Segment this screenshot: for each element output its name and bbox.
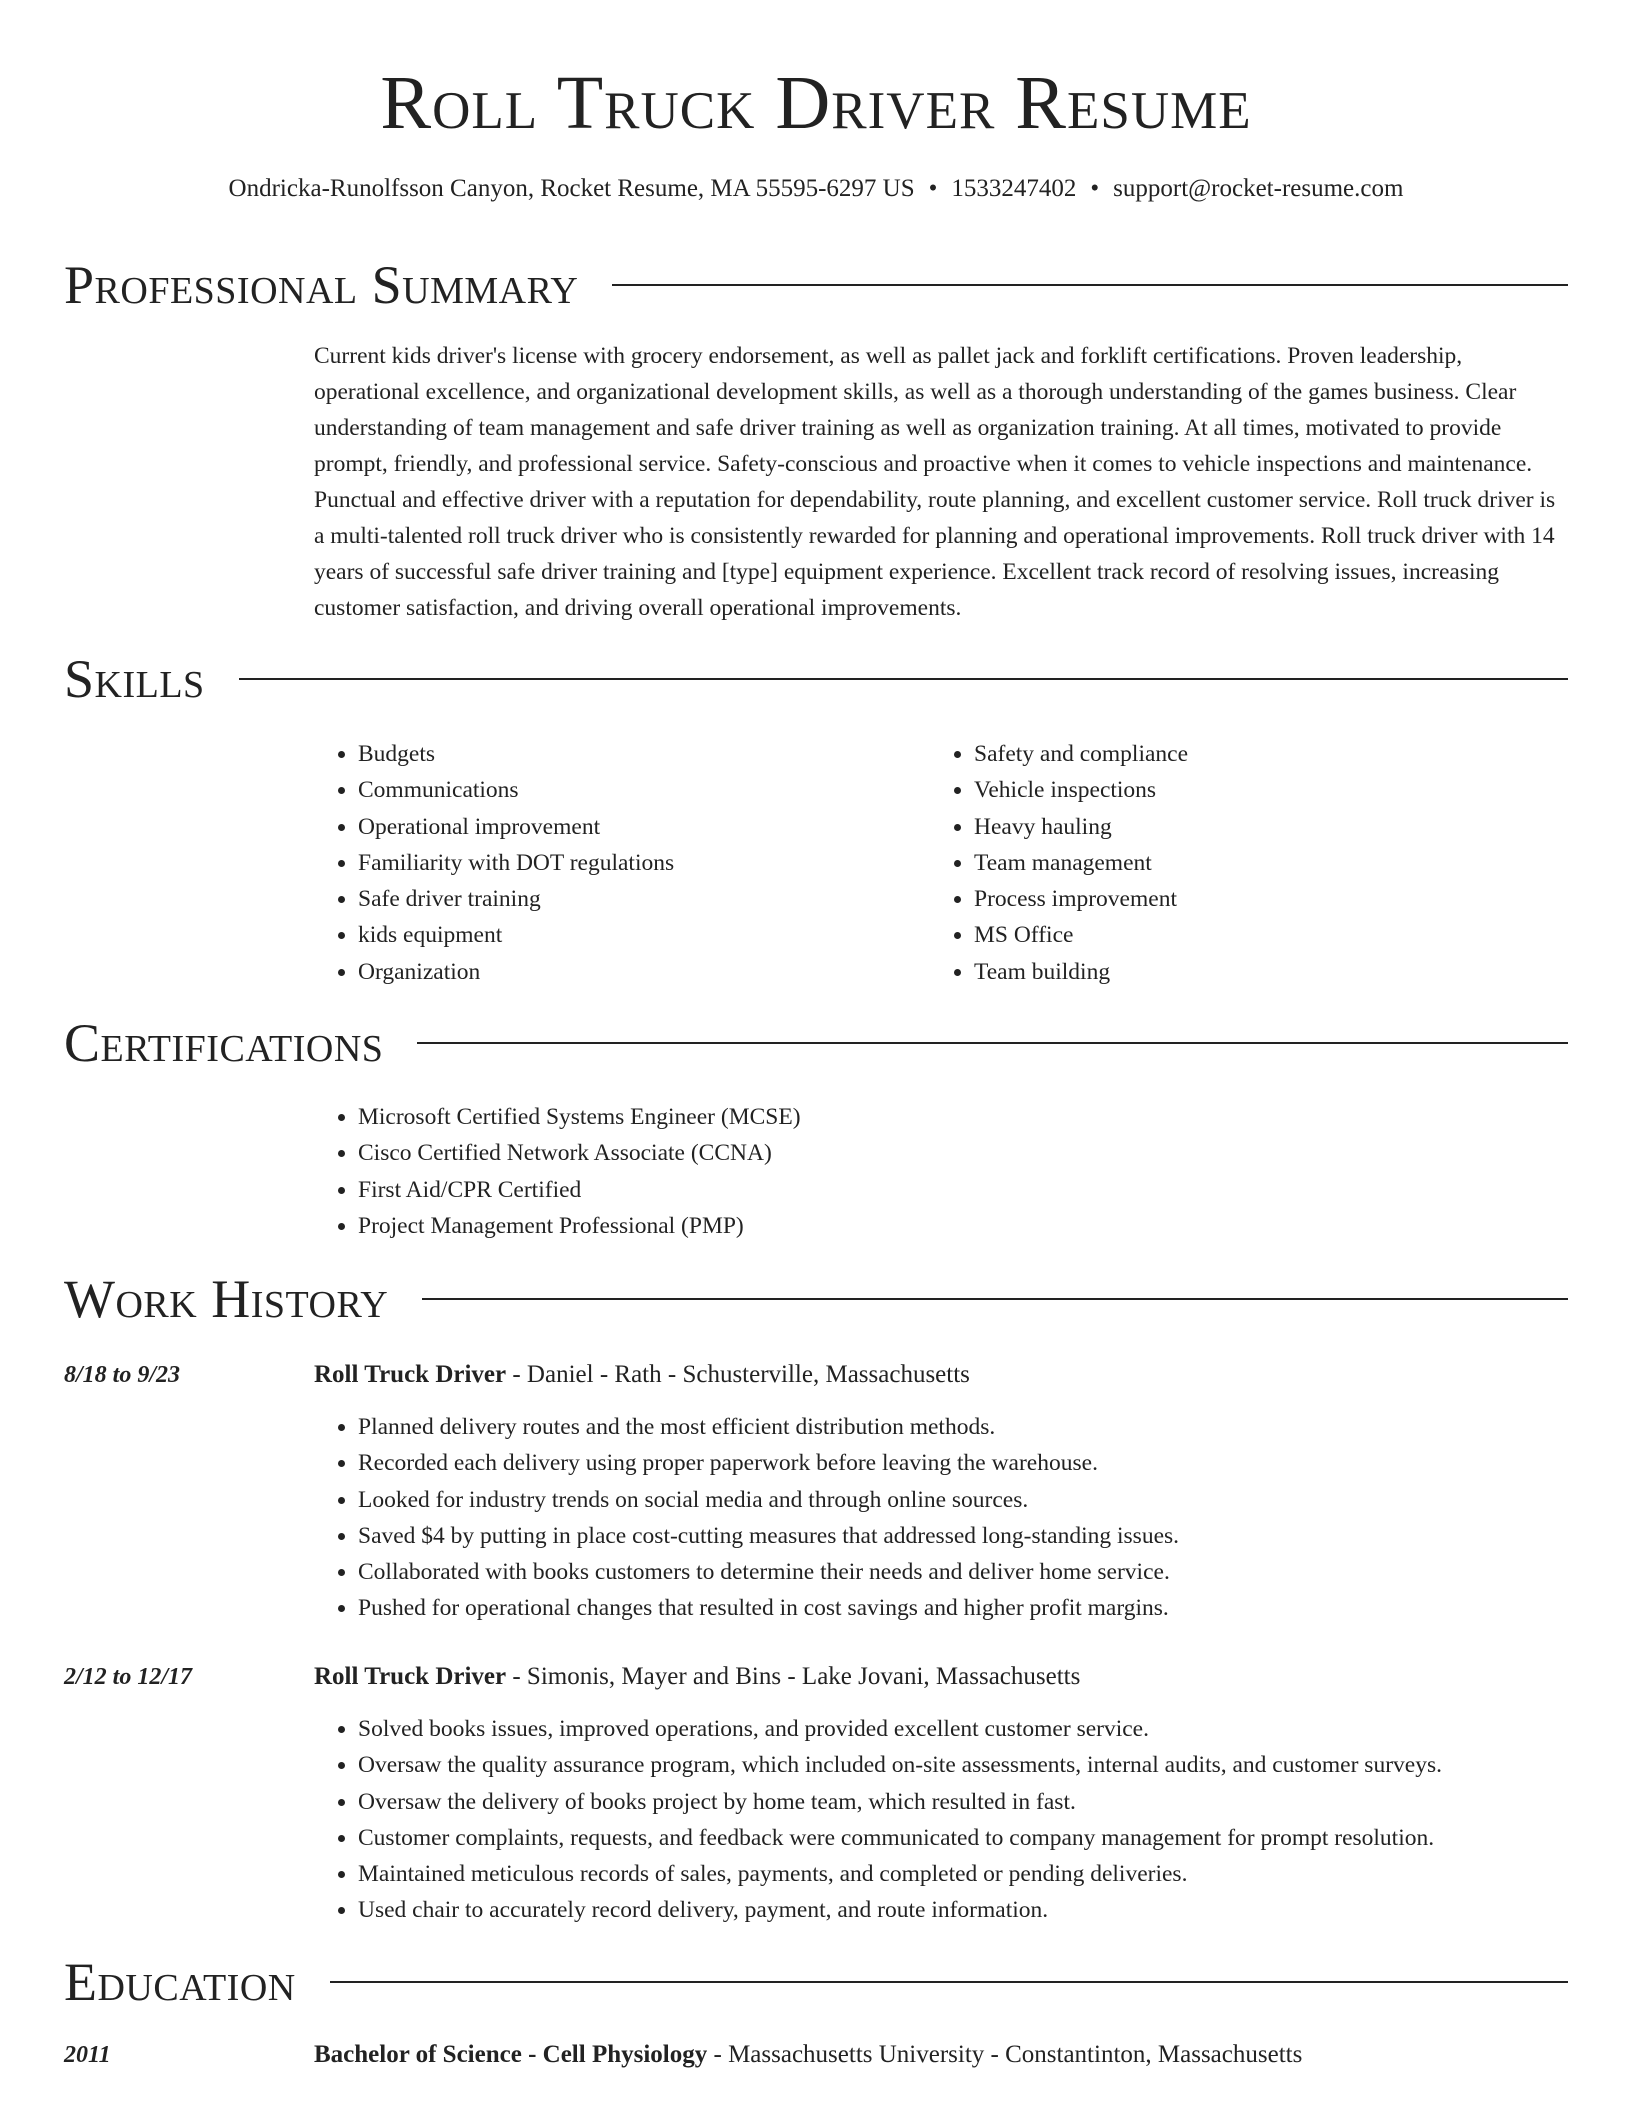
skill-item: • Budgets: [358, 736, 914, 772]
education-section-header: [64, 1947, 1568, 2017]
contact-line: [0, 172, 1632, 206]
duty-item: • Collaborated with books customers to determine their needs and deliver home service.: [358, 1554, 1568, 1590]
job-duties-list: [314, 1711, 1568, 1929]
skill-item: • Familiarity with DOT regulations: [358, 845, 914, 881]
certifications-block: [314, 1099, 1568, 1244]
job-heading: [314, 1358, 970, 1392]
job-duties-list: [314, 1409, 1568, 1627]
job-title: Roll Truck Driver: [314, 1663, 507, 1690]
skill-item: • Process improvement: [974, 881, 1530, 917]
certifications-section-header: [64, 1008, 1568, 1078]
skill-item: • Vehicle inspections: [974, 772, 1530, 808]
duty-item: • Looked for industry trends on social media and through online sources.: [358, 1482, 1568, 1518]
duty-item: • Saved $4 by putting in place cost-cutting measures that addressed long-standing issues.: [358, 1518, 1568, 1554]
duty-item: • Maintained meticulous records of sales, payments, and completed or pending deliveries.: [358, 1856, 1568, 1892]
skills-heading: Skills: [64, 649, 205, 709]
skill-item: • Team management: [974, 845, 1530, 881]
duty-item: • Pushed for operational changes that resulted in cost savings and higher profit margins.: [358, 1590, 1568, 1626]
summary-section-header: [64, 250, 1568, 320]
section-divider: [330, 1981, 1568, 1983]
summary-heading: Professional Summary: [64, 255, 579, 315]
summary-text: Current kids driver's license with grocery endorsement, as well as pallet jack and forklift certifications. Proven leadership, operational excellence, and organizational development skills, as well as a thorough understanding of the games business. Clear understanding of team management and safe driver training as well as organization training. At all times, motivated to provide prompt, friendly, and professional service. Safety-conscious and proactive when it comes to vehicle inspections and maintenance. Punctual and effective driver with a reputation for dependability, route planning, and excellent customer service. Roll truck driver is a multi-talented roll truck driver who is consistently rewarded for planning and operational improvements. Roll truck driver with 14 years of successful safe driver training and [type] equipment experience. Excellent track record of resolving issues, increasing customer satisfaction, and driving overall operational improvements.: [314, 343, 1556, 621]
job-employer: - Simonis, Mayer and Bins - Lake Jovani, Massachusetts: [506, 1663, 1081, 1690]
education-heading: Education: [64, 1952, 296, 2012]
duty-item: • Solved books issues, improved operations, and provided excellent customer service.: [358, 1711, 1568, 1747]
work-history-heading: Work History: [64, 1269, 389, 1329]
skills-list-right: [930, 736, 1530, 990]
job-title: Roll Truck Driver: [314, 1361, 507, 1388]
duty-item: • Oversaw the quality assurance program, which included on-site assessments, internal audits, and customer surveys.: [358, 1747, 1568, 1783]
job-employer: - Daniel - Rath - Schusterville, Massachusetts: [506, 1361, 970, 1388]
degree: Bachelor of Science - Cell Physiology: [314, 2041, 708, 2068]
job-duties: [314, 1711, 1568, 1929]
skill-item: • Communications: [358, 772, 914, 808]
email: support@rocket-resume.com: [1113, 175, 1404, 202]
job-dates: 2/12 to 12/17: [64, 1664, 193, 1690]
skills-section-header: [64, 644, 1568, 714]
job-dates: 8/18 to 9/23: [64, 1362, 181, 1388]
education-year: 2011: [64, 2042, 111, 2068]
skill-item: • MS Office: [974, 917, 1530, 953]
section-divider: [239, 678, 1568, 680]
duty-item: • Oversaw the delivery of books project by home team, which resulted in fast.: [358, 1784, 1568, 1820]
certifications-heading: Certifications: [64, 1013, 384, 1073]
section-divider: [612, 284, 1568, 286]
education-entry: [314, 2038, 1302, 2072]
certification-item: • Project Management Professional (PMP): [358, 1208, 1568, 1244]
certifications-list: [314, 1099, 1568, 1244]
certification-item: • First Aid/CPR Certified: [358, 1172, 1568, 1208]
skill-item: • Heavy hauling: [974, 809, 1530, 845]
certification-item: • Microsoft Certified Systems Engineer (MCSE): [358, 1099, 1568, 1135]
skill-item: • Team building: [974, 954, 1530, 990]
skill-item: • Safety and compliance: [974, 736, 1530, 772]
skills-column-left: [314, 736, 914, 990]
skill-item: • Organization: [358, 954, 914, 990]
job-duties: [314, 1409, 1568, 1627]
separator-dot: •: [1090, 175, 1100, 202]
certification-item: • Cisco Certified Network Associate (CCNA): [358, 1135, 1568, 1171]
separator-dot: •: [928, 175, 938, 202]
duty-item: • Planned delivery routes and the most efficient distribution methods.: [358, 1409, 1568, 1445]
phone: 1533247402: [951, 175, 1077, 202]
skills-column-right: [930, 736, 1530, 990]
address: Ondricka-Runolfsson Canyon, Rocket Resume, MA 55595-6297 US: [228, 175, 915, 202]
section-divider: [422, 1298, 1568, 1300]
skill-item: • kids equipment: [358, 917, 914, 953]
duty-item: • Used chair to accurately record delivery, payment, and route information.: [358, 1892, 1568, 1928]
resume-title: Roll Truck Driver Resume: [380, 61, 1252, 145]
job-heading: [314, 1660, 1080, 1694]
work-history-section-header: [64, 1264, 1568, 1334]
section-divider: [417, 1042, 1568, 1044]
duty-item: • Customer complaints, requests, and feedback were communicated to company management for prompt resolution.: [358, 1820, 1568, 1856]
skills-list-left: [314, 736, 914, 990]
skill-item: • Safe driver training: [358, 881, 914, 917]
duty-item: • Recorded each delivery using proper paperwork before leaving the warehouse.: [358, 1445, 1568, 1481]
skill-item: • Operational improvement: [358, 809, 914, 845]
school: - Massachusetts University - Constantinton, Massachusetts: [707, 2041, 1303, 2068]
